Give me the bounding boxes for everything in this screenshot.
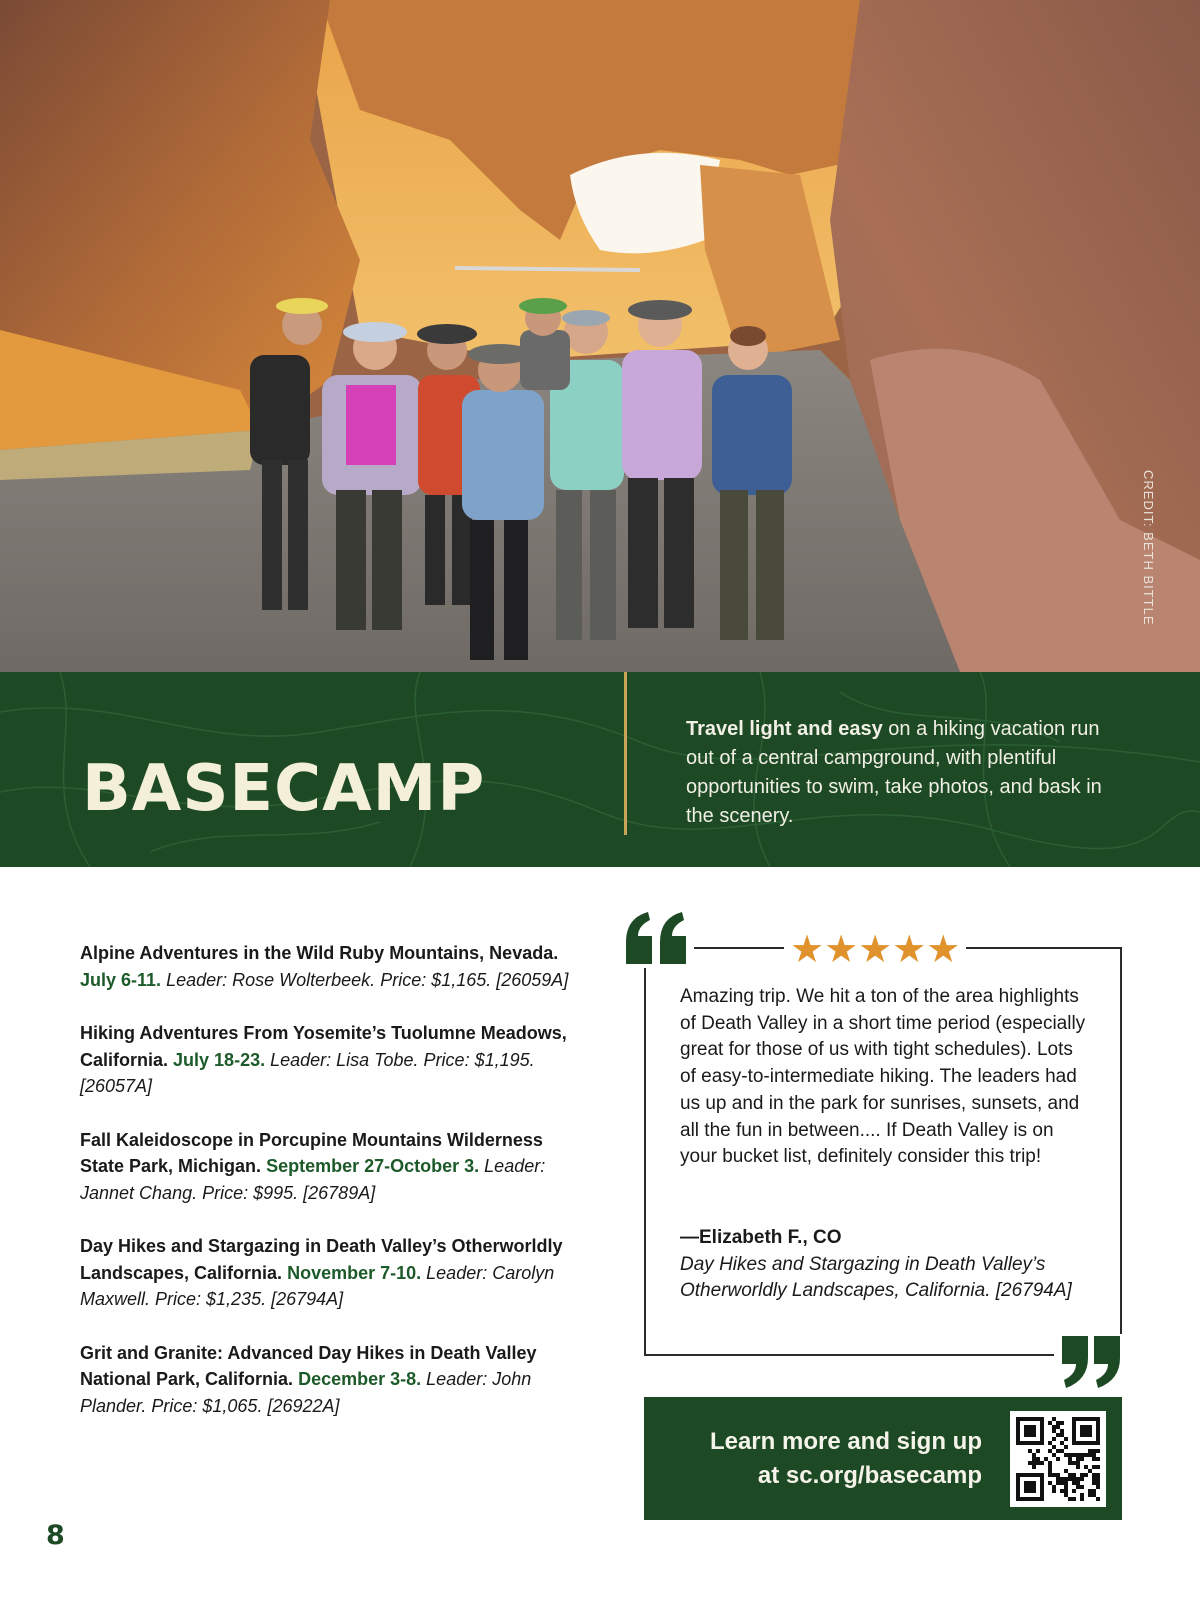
- testimonial-trip: Day Hikes and Stargazing in Death Valley’s Otherworldly Landscapes, California. [26794A]: [680, 1253, 1072, 1302]
- trip-details: Leader: Rose Wolterbeek. Price: $1,165. [26059A]: [166, 969, 569, 990]
- trip-title: Fall Kaleidoscope in Porcupine Mountains Wilderness State Park, Michigan.: [80, 1129, 543, 1176]
- trip-item: [80, 1020, 580, 1100]
- testimonial-attribution: [680, 1225, 1090, 1305]
- signup-link[interactable]: at sc.org/basecamp: [757, 1462, 982, 1489]
- trip-dates: July 18-23.: [173, 1049, 266, 1070]
- trip-title: Grit and Granite: Advanced Day Hikes in Death Valley National Park, California.: [80, 1342, 537, 1389]
- section-intro: [686, 715, 1116, 831]
- close-quote-icon: [1054, 1334, 1126, 1390]
- trip-details: Leader: Lisa Tobe. Price: $1,195. [26057A]: [80, 1049, 535, 1096]
- testimonial-author: —Elizabeth F., CO: [680, 1227, 842, 1248]
- trip-details: Leader: Jannet Chang. Price: $995. [26789A]: [80, 1156, 546, 1203]
- trip-item: [80, 1340, 580, 1420]
- trip-item: [80, 940, 580, 993]
- open-quote-icon: [622, 908, 694, 968]
- gold-divider: [624, 672, 627, 835]
- trip-title: Alpine Adventures in the Wild Ruby Mountains, Nevada.: [80, 943, 559, 963]
- section-intro-rest: on a hiking vacation run out of a central campground, with plentiful opportunities to swim, take photos, and bask in the scenery.: [686, 718, 1102, 827]
- trip-dates: December 3-8.: [298, 1369, 422, 1389]
- trip-dates: July 6-11.: [80, 969, 162, 990]
- trip-item: [80, 1233, 580, 1313]
- canyon-photo-illustration: [0, 0, 1200, 672]
- trip-title: Day Hikes and Stargazing in Death Valley’s Otherworldly Landscapes, California.: [80, 1236, 563, 1283]
- section-title: BASECAMP: [82, 752, 486, 826]
- section-intro-bold: Travel light and easy: [686, 718, 883, 740]
- trip-details: Leader: Carolyn Maxwell. Price: $1,235. [26794A]: [80, 1262, 555, 1309]
- trip-list: [80, 940, 580, 1446]
- trip-dates: November 7-10.: [287, 1262, 422, 1283]
- star-rating: [784, 929, 966, 969]
- signup-text[interactable]: [662, 1425, 982, 1493]
- signup-callout[interactable]: [644, 1397, 1122, 1520]
- section-header-band: [0, 672, 1200, 867]
- qr-code-icon[interactable]: [1010, 1411, 1106, 1507]
- testimonial-text: Amazing trip. We hit a ton of the area highlights of Death Valley in a short time period (especially great for those of us with tight schedules). Lots of easy-to-intermediate hiking. The leaders had us up and in the park for sunrises, sunsets, and all the fun in between.... If Death Valley is on your bucket list, definitely consider this trip!: [680, 986, 1086, 1168]
- photo-credit: CREDIT: BETH BITTLE: [1141, 470, 1156, 626]
- trip-title: Hiking Adventures From Yosemite’s Tuolumne Meadows, California.: [80, 1023, 567, 1070]
- hero-photo: [0, 0, 1200, 672]
- trip-dates: September 27-October 3.: [266, 1156, 480, 1176]
- signup-line-1: Learn more and sign up: [709, 1428, 982, 1455]
- star-rating-icons: ★★★★★: [790, 927, 961, 971]
- page-number: 8: [46, 1520, 65, 1551]
- trip-details: Leader: John Plander. Price: $1,065. [26922A]: [80, 1369, 532, 1416]
- trip-item: [80, 1127, 580, 1207]
